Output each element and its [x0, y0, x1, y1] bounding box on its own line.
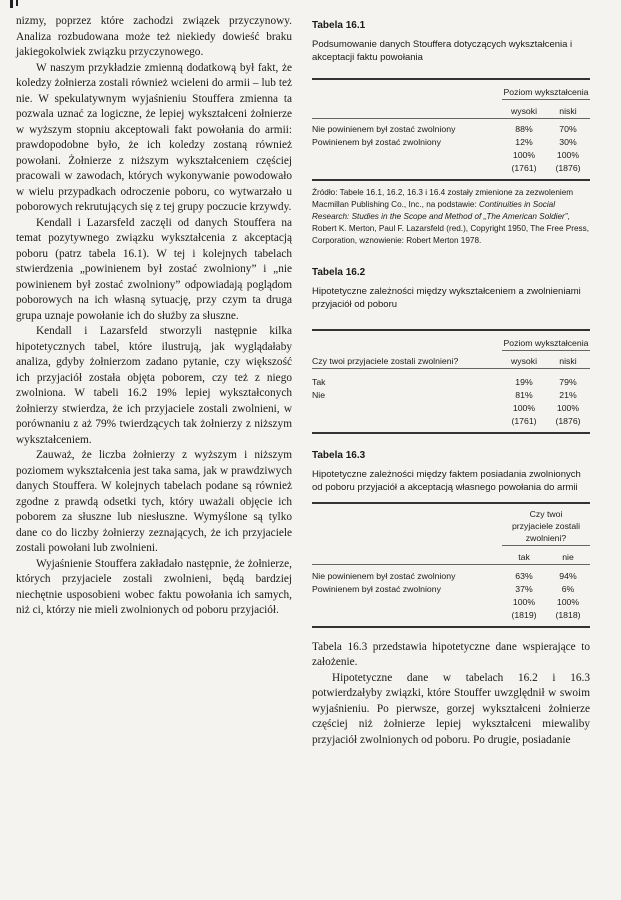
column-group-header: Czy twoi przyjaciele zostali zwolnieni?: [502, 508, 590, 546]
total-row: [312, 402, 590, 415]
cell: 100%: [512, 149, 536, 160]
table-row: [312, 136, 590, 149]
cell: (1761): [511, 416, 537, 426]
n-row: [312, 415, 590, 428]
cell: 21%: [559, 390, 577, 400]
cell: (1761): [511, 162, 537, 173]
cell: (1819): [511, 609, 537, 620]
question-label: Czy twoi przyjaciele zostali zwolnieni?: [312, 356, 459, 366]
cell: 79%: [559, 377, 577, 387]
column-header: nie: [562, 551, 574, 562]
table-source-note: Źródło: Tabele 16.1, 16.2, 16.3 i 16.4 zostały zmienione za zezwoleniem Macmillan Publishing Co., Inc., na podstawie: Continuities in Social Research: Studies in the Scope and Method of „The American Soldier”, Robert K. Merton, Paul F. Lazarsfeld (red.), Copyright 1950, The Free Press, Corporation, wznowienie: Robert Merton 1978.: [312, 187, 589, 245]
total-row: [312, 596, 590, 609]
column-header: wysoki: [510, 356, 538, 366]
data-table: [312, 508, 590, 622]
paragraph: nizmy, poprzez które zachodzi związek przyczynowy. Analiza rozbudowana może też niekiedy dowieść braku jakiegokolwiek związku przyczynowego.: [16, 15, 292, 58]
total-row: [312, 149, 590, 162]
right-column: [312, 20, 590, 748]
row-label: Nie powinienem był zostać zwolniony: [312, 123, 456, 134]
row-label: Powinienem był zostać zwolniony: [312, 136, 441, 147]
column-header: niski: [559, 356, 577, 366]
cell: 19%: [515, 377, 533, 387]
column-group-header: Poziom wykształcenia: [502, 86, 590, 100]
paragraph: Kendall i Lazarsfeld zaczęli od danych Stouffera na temat pozytywnego związku wykształcenia z akceptacją poboru (patrz tabela 16.1). W tej i kolejnych tabelach stwierdzenia „powinienem był zostać zwolniony” i „nie powinienem był zostać zwolniony” odpowiadają poglądom poborowych na ich własną sytuację, przy czym ta druga grupa uznaje powołanie ich do służby za słuszne.: [16, 216, 292, 322]
cell: (1818): [555, 609, 581, 620]
table-title: Hipotetyczne zależności między faktem posiadania zwolnionych od poboru przyjaciół a akceptacją własnego powołania do armii: [312, 469, 581, 493]
data-table: [312, 86, 590, 175]
row-label: Powinienem był zostać zwolniony: [312, 583, 441, 594]
table-number: Tabela 16.1: [312, 20, 366, 31]
cell: 30%: [559, 136, 577, 147]
table-row: [312, 123, 590, 136]
cell: 94%: [559, 570, 577, 581]
cell: 100%: [556, 403, 580, 413]
body-text: [312, 640, 590, 749]
column-header: wysoki: [510, 105, 538, 116]
table-16-1: [312, 20, 590, 247]
table-row: [312, 389, 590, 402]
cell: 63%: [515, 570, 533, 581]
column-header: tak: [518, 551, 530, 562]
data-table: [312, 337, 590, 429]
scan-mark: [10, 0, 13, 8]
row-label: Tak: [312, 377, 326, 387]
table-16-2: [312, 267, 590, 435]
cell: 100%: [556, 149, 580, 160]
table-title: Hipotetyczne zależności między wykształceniem a zwolnieniami przyjaciół od poboru: [312, 285, 581, 310]
column-header: niski: [559, 105, 577, 116]
cell: 70%: [559, 123, 577, 134]
table-number: Tabela 16.2: [312, 266, 366, 278]
table-row: [312, 570, 590, 583]
cell: 100%: [512, 403, 536, 413]
cell: 81%: [515, 390, 533, 400]
scan-mark: [16, 0, 18, 6]
left-column: [16, 14, 292, 619]
cell: 6%: [561, 583, 575, 594]
table-title: Podsumowanie danych Stouffera dotyczących wykształcenia i akceptacji faktu powołania: [312, 39, 573, 63]
table-caption-text: Tabela 16.3 przedstawia hipotetyczne dane wspierające to założenie.: [312, 640, 590, 668]
paragraph: Kendall i Lazarsfeld stworzyli następnie kilka hipotetycznych tabel, które ilustrują, jak wyglądałaby analiza, gdyby żołnierzom zadano pytanie, czy większość ich przyjaciół została objęta poborem, czy też z niego zwolniona. W tabeli 16.2 19% lepiej wykształconych żołnierzy stwierdza, że ich przyjaciele zostali zwolnieni, w porównaniu z aż 79% twierdzących tak żołnierzy z niższym wykształceniem.: [16, 325, 292, 446]
paragraph: Hipotetyczne dane w tabelach 16.2 i 16.3 potwierdzałyby związki, które Stouffer uwzględnił w swoim wyjaśnieniu. Po pierwsze, gorzej wykształceni żołnierze częściej niż żołnierze lepiej wykształceni miewaliby przyjaciół zwolnionych od poboru. Po drugie, posiadanie: [312, 671, 590, 746]
paragraph: Wyjaśnienie Stouffera zakładało następnie, że żołnierze, których przyjaciele zostali zwolnieni, będą bardziej niechętnie usposobieni wobec faktu powołania ich samych, niż ci, którzy nie mieli zwolnionych od poboru przyjaciół.: [16, 557, 292, 616]
row-label: Nie powinienem był zostać zwolniony: [312, 570, 456, 581]
cell: 37%: [515, 583, 533, 594]
row-label: Nie: [312, 390, 326, 400]
cell: 88%: [515, 123, 533, 134]
table-row: [312, 583, 590, 596]
n-row: [312, 162, 590, 175]
n-row: [312, 609, 590, 622]
cell: (1876): [555, 162, 581, 173]
cell: 12%: [515, 136, 533, 147]
cell: (1876): [555, 416, 581, 426]
cell: 100%: [556, 596, 580, 607]
paragraph: W naszym przykładzie zmienną dodatkową był fakt, że koledzy żołnierza zostali również wcieleni do armii – lub też nie. W spekulatywnym wyjaśnieniu Stouffera zmienna ta pozwala uznać za logiczne, że lepiej wykształceni żołnierze w wyższym stopniu akceptowali fakt powołania do armii: prawdopodobne było, że ich koledzy zostaną również powołani. Żołnierze z niższym wykształceniem częściej pracowali w zawodach, których wykonywanie powodowało w wielu przypadkach odroczenie poboru, co wytwarzało u poborowych rekrutujących się z tej grupy poczucie krzywdy.: [16, 61, 292, 213]
table-row: [312, 376, 590, 389]
table-16-3: [312, 450, 590, 628]
table-number: Tabela 16.3: [312, 450, 366, 461]
column-group-header: Poziom wykształcenia: [502, 337, 590, 351]
paragraph: Zauważ, że liczba żołnierzy z wyższym i niższym poziomem wykształcenia jest taka sama, jak w prawdziwych danych Stouffera. W kolejnych tabelach podane są również zgodne z prawdą odsetki tych, który uważali objęcie ich poborem za słuszne lub niesłuszne. Wymyślone są tylko dane co do liczby żołnierzy zeznających, że ich przyjaciele zostali powołani lub zwolnieni.: [16, 449, 292, 554]
cell: 100%: [512, 596, 536, 607]
